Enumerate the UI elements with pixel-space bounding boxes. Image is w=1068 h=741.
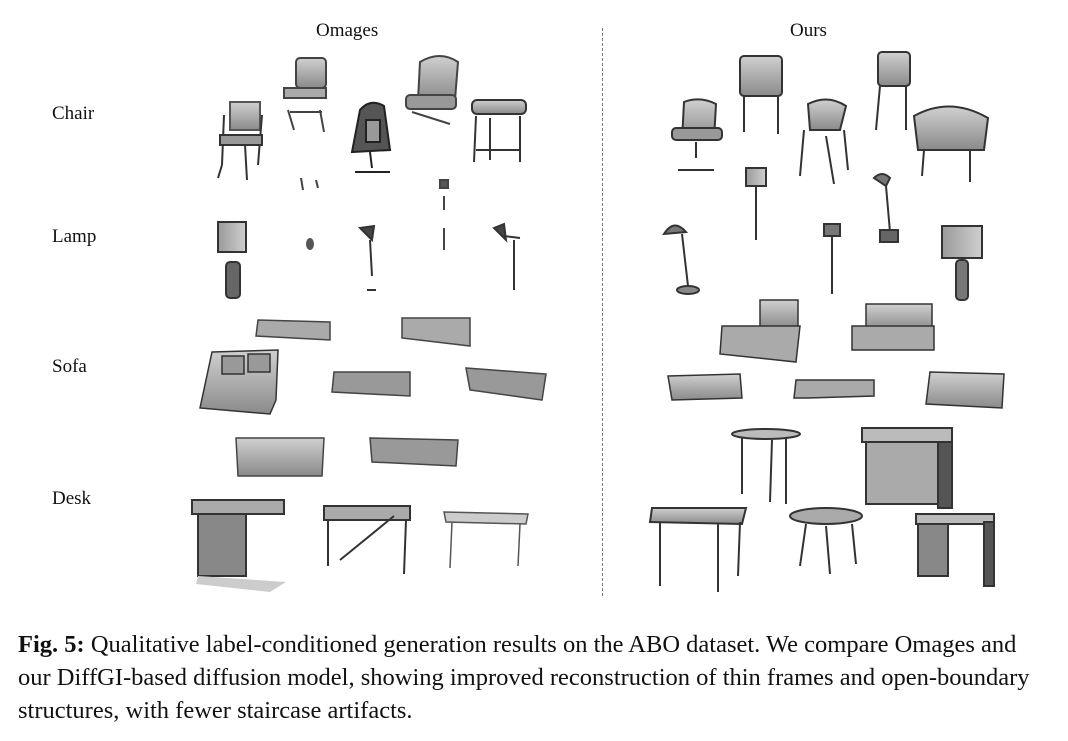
caption-label: Fig. 5: bbox=[18, 631, 85, 658]
ours-sofa-5 bbox=[926, 372, 1004, 408]
omages-sofa-1 bbox=[256, 320, 330, 340]
ours-desk-5 bbox=[916, 514, 994, 586]
row-label-chair: Chair bbox=[52, 103, 95, 124]
ours-desk-3 bbox=[650, 508, 746, 592]
ours-desk-4 bbox=[790, 508, 862, 574]
ours-chair-2 bbox=[740, 56, 782, 134]
ours-chair-1 bbox=[672, 99, 722, 170]
omages-chair-2 bbox=[284, 58, 326, 190]
caption-text: Qualitative label-conditioned generation results on the ABO dataset. We compare Omages and our DiffGI-based diffusion model, showing improved reconstruction of thin frames and open-boundary structures, with fewer staircase artifacts. bbox=[18, 631, 1030, 724]
omages-lamp-3 bbox=[360, 226, 376, 290]
column-header-ours: Ours bbox=[790, 20, 827, 41]
omages-sofa-4 bbox=[332, 372, 410, 396]
omages-desk-3 bbox=[192, 500, 286, 592]
ours-lamp-3 bbox=[824, 224, 840, 294]
ours-desk-1 bbox=[732, 429, 800, 504]
ours-lamp-5 bbox=[942, 226, 982, 300]
ours-lamp-1 bbox=[664, 225, 699, 294]
omages-chair-5 bbox=[472, 100, 526, 162]
ours-chair-4 bbox=[876, 52, 910, 130]
omages-chair-3 bbox=[352, 103, 390, 172]
omages-desk-2 bbox=[370, 438, 458, 466]
ours-chair-3 bbox=[800, 99, 848, 184]
omages-desk-5 bbox=[444, 512, 528, 568]
ours-sofa-2 bbox=[852, 304, 934, 350]
omages-sofa-5 bbox=[466, 368, 546, 400]
ours-sofa-3 bbox=[668, 374, 742, 400]
figure-caption bbox=[18, 628, 1054, 727]
row-label-lamp: Lamp bbox=[52, 226, 97, 247]
ours-desk-2 bbox=[862, 428, 952, 508]
ours-lamp-2 bbox=[746, 168, 766, 240]
row-label-sofa: Sofa bbox=[52, 356, 87, 377]
omages-lamp-1 bbox=[218, 222, 246, 298]
ours-sofa-1 bbox=[720, 300, 800, 362]
omages-chair-4 bbox=[406, 56, 458, 124]
omages-desk-4 bbox=[324, 506, 410, 574]
ours-sofa-4 bbox=[794, 380, 874, 398]
omages-lamp-5 bbox=[494, 224, 520, 290]
omages-lamp-2 bbox=[306, 238, 314, 250]
omages-sofa-3 bbox=[200, 350, 278, 414]
omages-chair-1 bbox=[218, 102, 262, 180]
omages-desk-1 bbox=[236, 438, 324, 476]
omages-sofa-2 bbox=[402, 318, 470, 346]
omages-lamp-4 bbox=[440, 180, 448, 250]
row-label-desk: Desk bbox=[52, 488, 92, 509]
ours-lamp-4 bbox=[874, 174, 898, 242]
ours-chair-5 bbox=[914, 106, 988, 182]
column-header-omages: Omages bbox=[316, 20, 379, 41]
